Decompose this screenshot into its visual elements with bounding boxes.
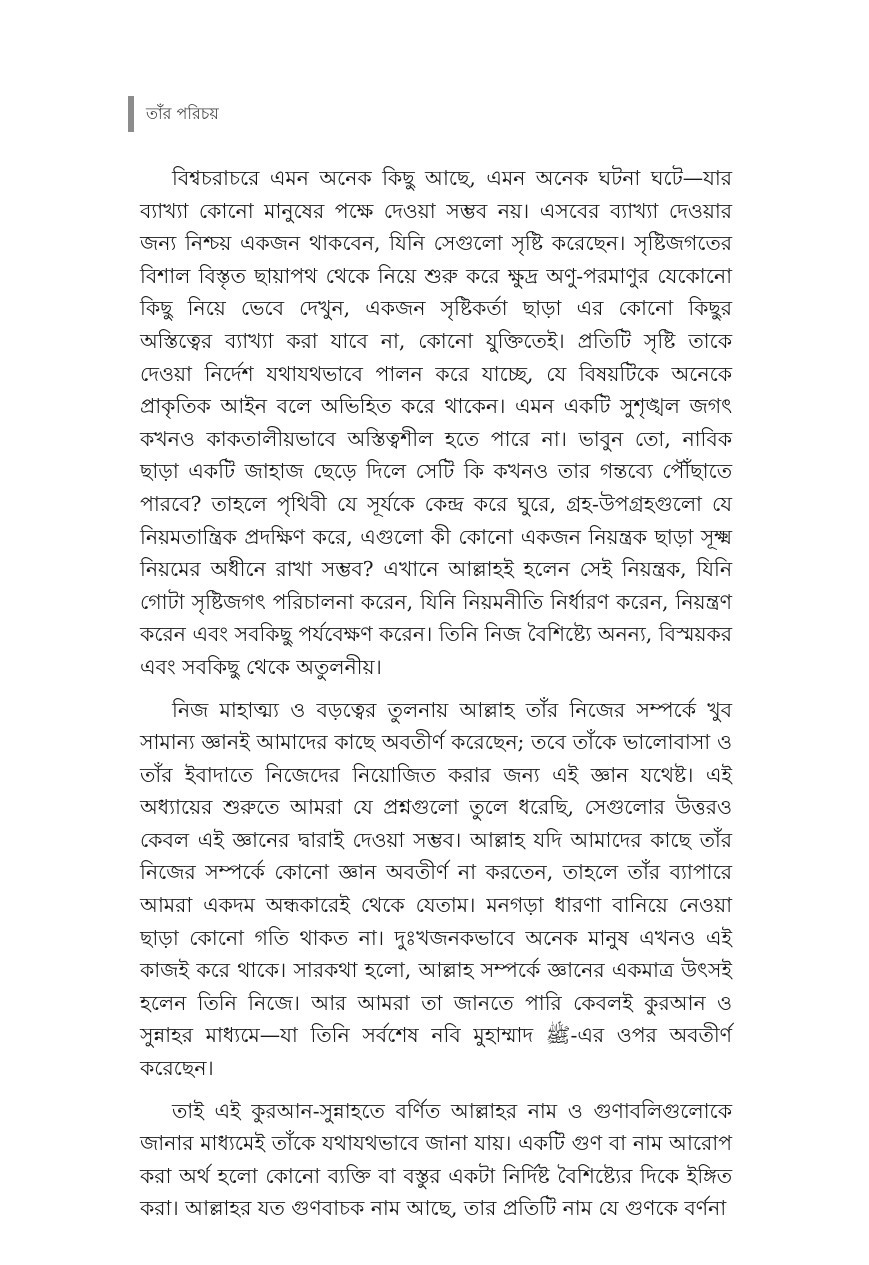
paragraph-2: নিজ মাহাত্ম্য ও বড়ত্বের তুলনায় আল্লাহ তাঁর নিজের সম্পর্কে খুব সামান্য জ্ঞানই আমাদের কাছে অবতীর্ণ করেছেন; তবে তাঁকে ভালোবাসা ও তাঁর ইবাদাতে নিজেদের নিয়োজিত করার জন্য এই জ্ঞান যথেষ্ট। এই অধ্যায়ের শুরুতে আমরা যে প্রশ্নগুলো তুলে ধরেছি, সেগুলোর উত্তরও কেবল এই জ্ঞানের দ্বারাই দেওয়া সম্ভব। আল্লাহ যদি আমাদের কাছে তাঁর নিজের সম্পর্কে কোনো জ্ঞান অবতীর্ণ না করতেন, তাহলে তাঁর ব্যাপারে আমরা একদম অন্ধকারেই থেকে যেতাম। মনগড়া ধারণা বানিয়ে নেওয়া ছাড়া কোনো গতি থাকত না। দুঃখজনকভাবে অনেক মানুষ এখনও এই কাজই করে থাকে। সারকথা হলো, আল্লাহ সম্পর্কে জ্ঞানের একমাত্র উৎসই হলেন তিনি নিজে। আর আমরা তা জানতে পারি কেবলই কুরআন ও সুন্নাহর মাধ্যমে—যা তিনি সর্বশেষ নবি মুহাম্মাদ ﷺ-এর ওপর অবতীর্ণ করেছেন। — [140, 697, 732, 1081]
paragraph-3: তাই এই কুরআন-সুন্নাহতে বর্ণিত আল্লাহর নাম ও গুণাবলিগুলোকে জানার মাধ্যমেই তাঁকে যথাযথভাবে জানা যায়। একটি গুণ বা নাম আরোপ করা অর্থ হলো কোনো ব্যক্তি বা বস্তুর একটা নির্দিষ্ট বৈশিষ্ট্যের দিকে ইঙ্গিত করা। আল্লাহর যত গুণবাচক নাম আছে, তার প্রতিটি নাম যে গুণকে বর্ণনা — [140, 1098, 732, 1221]
page-body — [140, 162, 732, 1235]
header-accent-bar — [128, 96, 134, 132]
running-header — [128, 96, 219, 132]
paragraph-1: বিশ্বচরাচরে এমন অনেক কিছু আছে, এমন অনেক ঘটনা ঘটে—যার ব্যাখ্যা কোনো মানুষের পক্ষে দেওয়া সম্ভব নয়। এসবের ব্যাখ্যা দেওয়ার জন্য নিশ্চয় একজন থাকবেন, যিনি সেগুলো সৃষ্টি করেছেন। সৃষ্টিজগতের বিশাল বিস্তৃত ছায়াপথ থেকে নিয়ে শুরু করে ক্ষুদ্র অণু-পরমাণুর যেকোনো কিছু নিয়ে ভেবে দেখুন, একজন সৃষ্টিকর্তা ছাড়া এর কোনো কিছুর অস্তিত্বের ব্যাখ্যা করা যাবে না, কোনো যুক্তিতেই। প্রতিটি সৃষ্টি তাকে দেওয়া নির্দেশ যথাযথভাবে পালন করে যাচ্ছে, যে বিষয়টিকে অনেকে প্রাকৃতিক আইন বলে অভিহিত করে থাকেন। এমন একটি সুশৃঙ্খল জগৎ কখনও কাকতালীয়ভাবে অস্তিত্বশীল হতে পারে না। ভাবুন তো, নাবিক ছাড়া একটি জাহাজ ছেড়ে দিলে সেটি কি কখনও তার গন্তব্যে পৌঁছাতে পারবে? তাহলে পৃথিবী যে সূর্যকে কেন্দ্র করে ঘুরে, গ্রহ-উপগ্রহগুলো যে নিয়মতান্ত্রিক প্রদক্ষিণ করে, এগুলো কী কোনো একজন নিয়ন্ত্রক ছাড়া সূক্ষ্ম নিয়মের অধীনে রাখা সম্ভব? এখানে আল্লাহই হলেন সেই নিয়ন্ত্রক, যিনি গোটা সৃষ্টিজগৎ পরিচালনা করেন, যিনি নিয়মনীতি নির্ধারণ করেন, নিয়ন্ত্রণ করেন এবং সবকিছু পর্যবেক্ষণ করেন। তিনি নিজ বৈশিষ্ট্যে অনন্য, বিস্ময়কর এবং সবকিছু থেকে অতুলনীয়। — [140, 166, 732, 679]
chapter-title: তাঁর পরিচয় — [146, 103, 219, 123]
